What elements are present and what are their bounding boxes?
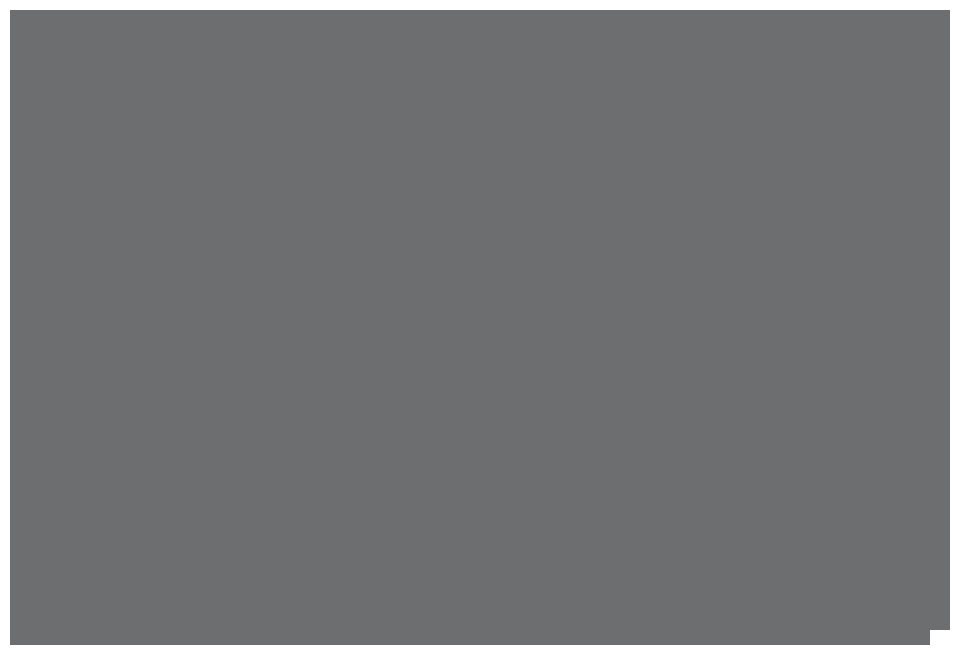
grey-overlay-lower-left-block [10,520,505,645]
margin-bottom [0,645,960,660]
grey-overlay-lower-right-block [505,520,950,630]
grey-overlay-main-block [10,10,950,520]
grey-overlay-lower-right-notch [505,630,930,645]
margin-left [0,0,10,660]
margin-right [950,0,960,660]
margin-top [0,0,960,10]
